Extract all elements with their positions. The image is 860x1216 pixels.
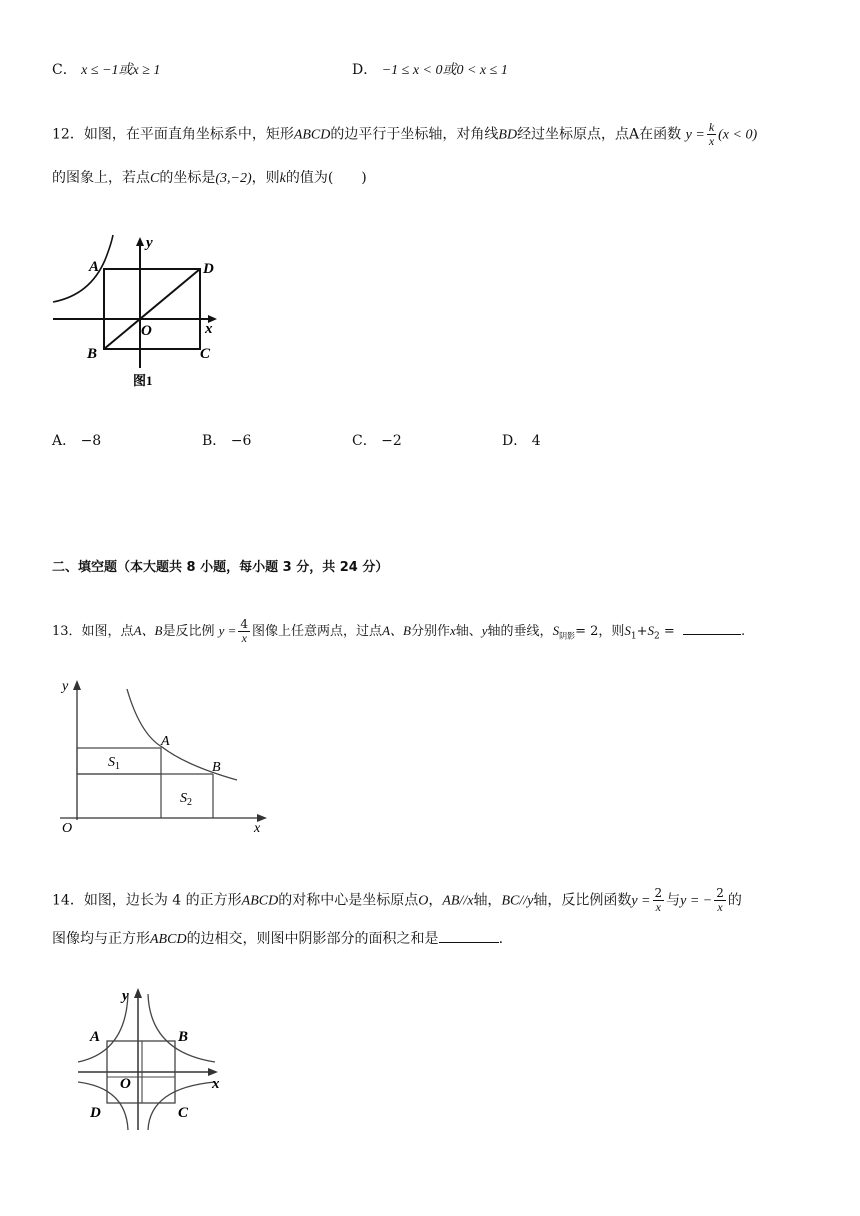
option-label: D．: [352, 62, 378, 78]
stem-text: 分别作: [410, 624, 450, 639]
option-value: −8: [80, 433, 102, 449]
math-var: x: [449, 623, 456, 638]
option-value: −2: [381, 433, 402, 449]
label-o: O: [120, 1076, 131, 1092]
fraction-numerator: k: [708, 120, 715, 134]
option-label: C．: [352, 433, 377, 449]
option-label: A．: [52, 433, 77, 449]
math-var: S: [647, 623, 654, 638]
label-c: C: [200, 346, 211, 362]
label-x: x: [212, 1076, 220, 1092]
hyperbola-q2: [78, 994, 128, 1062]
stem-text: 轴，反比例函数: [533, 892, 632, 909]
math-op: =: [663, 624, 675, 639]
y-axis-arrow: [134, 988, 142, 998]
label-d: D: [90, 1105, 101, 1121]
label-s2: $S_2$: [180, 791, 192, 808]
label-a: A: [90, 1029, 101, 1045]
math-var: ABCD: [241, 893, 279, 909]
stem-text: ，: [428, 892, 443, 909]
math-var: BD: [498, 127, 518, 143]
label-x: x: [205, 321, 213, 337]
math-var: O: [418, 893, 429, 909]
stem-text: ，则: [251, 170, 280, 186]
fraction-denominator: x: [708, 134, 715, 148]
stem-text: 轴的垂线，: [487, 624, 553, 639]
math-var: C: [150, 171, 160, 186]
q13-figure: [52, 672, 277, 842]
stem-text: .: [741, 624, 746, 639]
fraction-denominator: x: [655, 900, 661, 914]
q12-option-d: [502, 431, 541, 451]
math-var: y = −: [680, 893, 713, 909]
math-condition: (x < 0): [718, 127, 758, 143]
q11-option-c: [52, 60, 160, 81]
q12-figure: [45, 225, 235, 395]
label-s1: $S_1$: [108, 755, 120, 772]
subscript: 阴影: [559, 631, 576, 641]
q12-option-c: [352, 431, 402, 451]
stem-text: 的: [727, 892, 742, 909]
fraction-denominator: x: [241, 631, 247, 645]
option-text: −1 ≤ x < 0或0 < x ≤ 1: [381, 63, 508, 78]
q11-option-d: [352, 60, 508, 81]
math-var: BC//y: [501, 893, 534, 909]
stem-text: 是反比例: [162, 624, 215, 639]
question-number: 13．: [52, 624, 82, 639]
diagonal-bd: [104, 269, 200, 349]
stem-text: 经过坐标原点，点A在函数: [517, 126, 682, 143]
label-d: D: [203, 261, 214, 277]
q12-option-b: [202, 431, 251, 451]
fraction-numerator: 2: [716, 886, 724, 900]
stem-text: 的坐标是: [159, 170, 216, 186]
math-var: ABCD: [293, 127, 331, 143]
answer-blank[interactable]: [439, 928, 499, 943]
stem-text: 与: [666, 892, 681, 909]
fraction: [238, 618, 250, 645]
label-b: B: [87, 346, 98, 362]
math-var: A、B: [382, 623, 411, 638]
math-var: y: [481, 623, 488, 638]
label-b: B: [178, 1029, 189, 1045]
stem-text: 的边相交，则图中阴影部分的面积之和是: [186, 931, 439, 947]
math-var: S: [624, 623, 631, 638]
math-var: AB//x: [442, 893, 474, 909]
option-label: C．: [52, 62, 77, 78]
y-axis-arrow: [136, 237, 144, 246]
label-o: O: [141, 323, 152, 339]
label-b: B: [212, 760, 221, 775]
option-value: 4: [531, 433, 541, 449]
x-axis-arrow: [208, 1068, 218, 1076]
answer-blank[interactable]: [683, 620, 741, 635]
q12-option-a: [52, 431, 101, 451]
math-var: y =: [685, 127, 705, 143]
fraction-numerator: 4: [240, 617, 249, 631]
q14-stem-line1: [52, 887, 742, 914]
math-var: k: [279, 171, 286, 186]
stem-text: 图像均与正方形: [52, 931, 150, 947]
question-number: 14．: [52, 892, 84, 909]
q14-stem-line2: [52, 928, 503, 950]
math-var: ABCD: [150, 932, 187, 947]
fraction-numerator: 2: [654, 886, 663, 900]
stem-text: 轴，: [473, 892, 502, 909]
y-axis-arrow: [73, 680, 81, 690]
question-number: 12．: [52, 126, 84, 143]
subscript: 1: [630, 631, 637, 642]
stem-text: 轴、: [455, 624, 482, 639]
math-coord: (3,−2): [215, 171, 252, 186]
option-text: x ≤ −1或x ≥ 1: [81, 63, 161, 78]
q14-figure: [70, 980, 240, 1140]
q12-stem-line1: [52, 121, 757, 148]
label-a: A: [161, 734, 170, 749]
option-label: B．: [202, 433, 227, 449]
stem-text: 的对称中心是坐标原点: [278, 892, 419, 909]
q12-stem-line2: [52, 168, 367, 189]
math-op: +: [636, 624, 648, 639]
stem-text: 图像上任意两点，过点: [252, 624, 383, 639]
subscript: 2: [654, 631, 660, 642]
label-y: y: [62, 679, 69, 694]
stem-text: = 2，则: [575, 624, 625, 639]
q13-stem: [52, 618, 745, 647]
option-value: −6: [230, 433, 252, 449]
label-a: A: [89, 259, 100, 275]
stem-text: .: [498, 931, 504, 947]
label-x: x: [254, 821, 261, 836]
label-y: y: [122, 988, 129, 1004]
fraction: [653, 887, 665, 914]
hyperbola-q1: [148, 994, 215, 1062]
label-c: C: [178, 1105, 189, 1121]
stem-text: 如图，点: [81, 624, 134, 639]
math-var: S: [552, 623, 560, 638]
math-var: y =: [631, 893, 651, 909]
fraction: [714, 887, 726, 914]
math-var: A、B: [133, 623, 163, 638]
fraction: [707, 121, 716, 148]
fraction-denominator: x: [717, 900, 723, 914]
section-title: 二、填空题（本大题共 8 小题，每小题 3 分，共 24 分）: [52, 560, 389, 575]
stem-text: 如图，在平面直角坐标系中，矩形: [83, 126, 294, 143]
stem-text: 的边平行于坐标轴，对角线: [330, 126, 499, 143]
stem-text: 的图象上，若点: [52, 170, 150, 186]
figure-caption: 图1: [133, 373, 153, 388]
label-y: y: [146, 235, 153, 251]
option-label: D．: [502, 433, 528, 449]
math-var: y =: [218, 623, 237, 638]
stem-text: 如图，边长为 4 的正方形: [83, 892, 242, 909]
label-o: O: [62, 821, 73, 836]
stem-text: 的值为( ): [285, 170, 367, 186]
